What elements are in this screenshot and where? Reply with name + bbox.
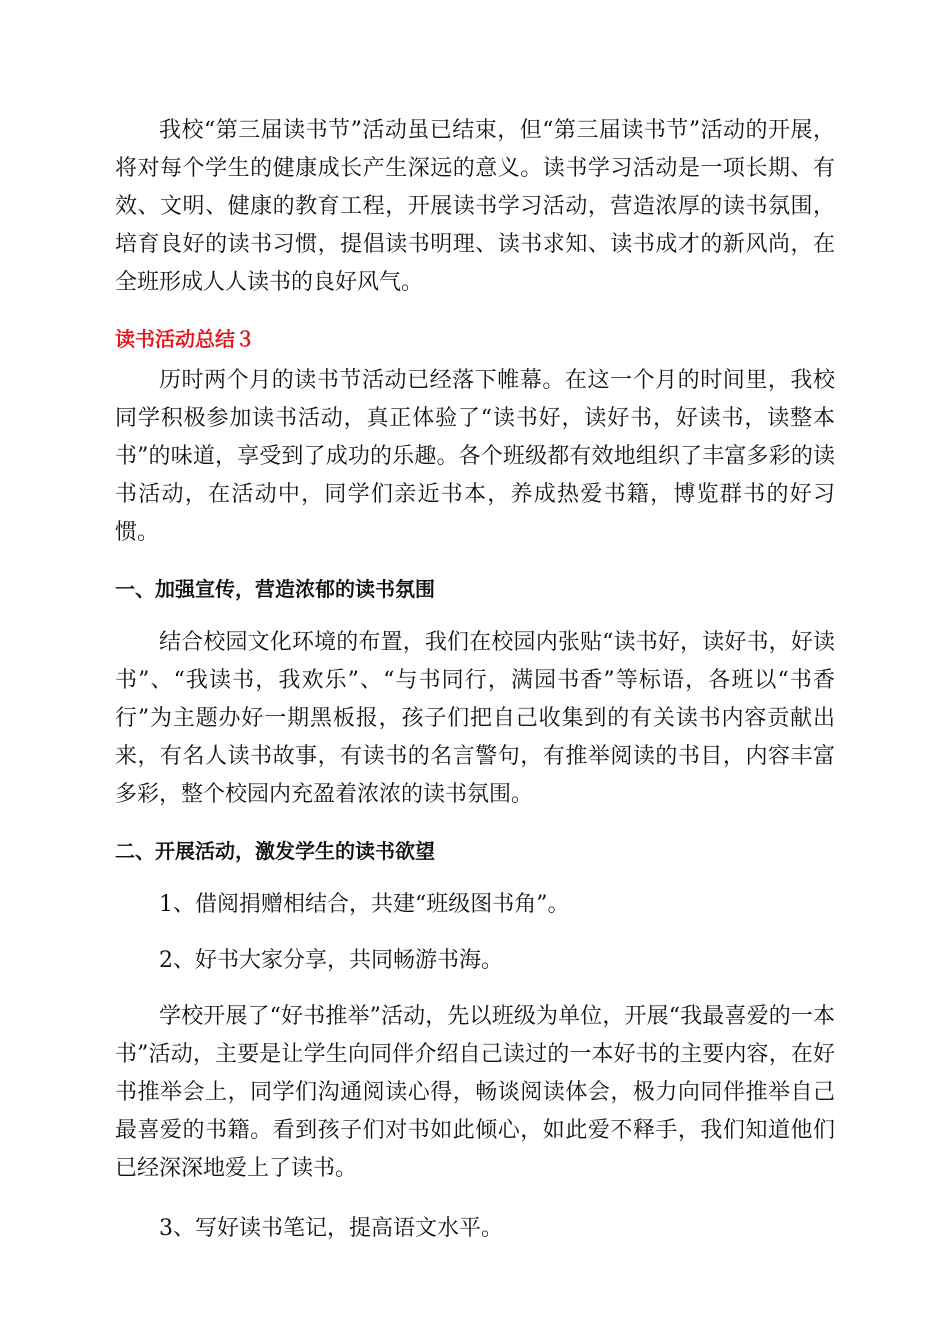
section1-paragraph: 结合校园文化环境的布置，我们在校园内张贴“读书好，读好书，好读书”、“我读书，我欢乐”、“与书同行，满园书香”等标语，各班以“书香行”为主题办好一期黑板报，孩子们把自己收集到的有关读书内容贡献出来，有名人读书故事，有读书的名言警句，有推举阅读的书目，内容丰富多彩，整个校园内充盈着浓浓的读书氛围。 [115, 630, 835, 807]
section2-item2: 2、好书大家分享，共同畅游书海。 [159, 948, 503, 973]
document-page [115, 112, 835, 1248]
section2-item3: 3、写好读书笔记，提高语文水平。 [159, 1216, 503, 1241]
section2-paragraph: 学校开展了“好书推举”活动，先以班级为单位，开展“我最喜爱的一本书”活动，主要是让学生向同伴介绍自己读过的一本好书的主要内容，在好书推举会上，同学们沟通阅读心得，畅谈阅读体会，极力向同伴推举自己最喜爱的书籍。看到孩子们对书如此倾心，如此爱不释手，我们知道他们已经深深地爱上了读书。 [115, 1004, 835, 1181]
section2-item1: 1、借阅捐赠相结合，共建“班级图书角”。 [159, 892, 570, 917]
section1-heading: 一、加强宣传，营造浓郁的读书氛围 [115, 577, 435, 601]
document-title: 读书活动总结３ [115, 327, 255, 351]
summary-paragraph: 历时两个月的读书节活动已经落下帷幕。在这一个月的时间里，我校同学积极参加读书活动，真正体验了“读书好，读好书，好读书，读整本书”的味道，享受到了成功的乐趣。各个班级都有效地组织了丰富多彩的读书活动，在活动中，同学们亲近书本，养成热爱书籍，博览群书的好习惯。 [115, 368, 835, 545]
intro-paragraph: 我校“第三届读书节”活动虽已结束，但“第三届读书节”活动的开展，将对每个学生的健康成长产生深远的意义。读书学习活动是一项长期、有效、文明、健康的教育工程，开展读书学习活动，营造浓厚的读书氛围，培育良好的读书习惯，提倡读书明理、读书求知、读书成才的新风尚，在全班形成人人读书的良好风气。 [115, 118, 835, 295]
section2-heading: 二、开展活动，激发学生的读书欲望 [115, 839, 435, 863]
